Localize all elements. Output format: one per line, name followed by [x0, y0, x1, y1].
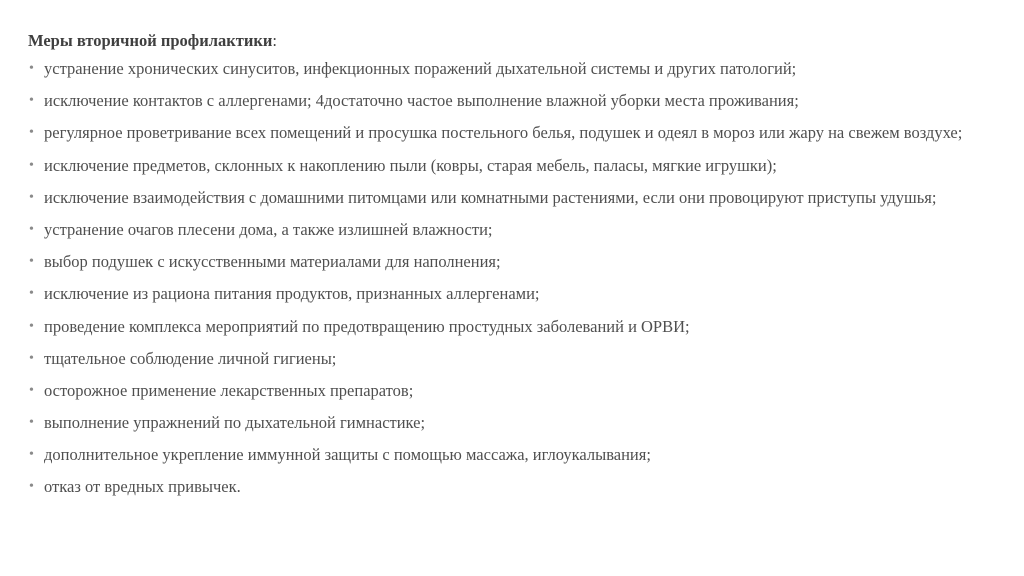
bullet-icon: • — [29, 93, 34, 109]
list-item — [28, 251, 964, 272]
bullet-icon: • — [29, 447, 34, 463]
bullet-icon: • — [29, 254, 34, 270]
bullet-icon: • — [29, 61, 34, 76]
bullet-icon: • — [29, 479, 34, 495]
list-item-text: устранение очагов плесени дома, а также излишней влажности; — [44, 219, 493, 239]
list-item — [28, 155, 964, 176]
list-item-text: выполнение упражнений по дыхательной гимнастике; — [44, 413, 426, 433]
list-item-text: исключение предметов, склонных к накоплению пыли (ковры, старая мебель, паласы, мягкие игрушки); — [44, 155, 777, 175]
bullet-icon: • — [29, 125, 34, 141]
list-item-text: исключение из рациона питания продуктов, признанных аллергенами; — [44, 284, 540, 304]
bullet-icon: • — [29, 221, 34, 237]
list-item — [28, 380, 964, 401]
bullet-icon: • — [29, 286, 34, 302]
list-item — [28, 476, 964, 497]
list-item-text: отказ от вредных привычек. — [44, 477, 241, 497]
list-item-text: исключение контактов с аллергенами; 4достаточно частое выполнение влажной уборки места проживания; — [44, 91, 799, 111]
heading-bold-text: Меры вторичной профилактики — [28, 31, 273, 50]
list-item-text: выбор подушек с искусственными материалами для наполнения; — [44, 252, 501, 272]
list-item — [28, 412, 964, 433]
list-item-text: устранение хронических синуситов, инфекционных поражений дыхательной системы и других патологий; — [44, 59, 797, 78]
list-item — [28, 219, 964, 240]
list-item — [28, 58, 964, 79]
list-item — [28, 283, 964, 304]
bullet-icon: • — [29, 318, 34, 334]
list-item-text: регулярное проветривание всех помещений и просушка постельного белья, подушек и одеял в мороз или жару на свежем воздухе; — [44, 123, 963, 143]
list-item — [28, 187, 964, 208]
bullet-icon: • — [29, 382, 34, 398]
list-item — [28, 444, 964, 465]
list-item-text: исключение взаимодействия с домашними питомцами или комнатными растениями, если они провоцируют приступы удушья; — [44, 187, 937, 207]
prevention-list — [28, 58, 964, 497]
slide-heading — [28, 30, 964, 52]
bullet-icon: • — [29, 157, 34, 173]
list-item — [28, 122, 964, 143]
list-item-text: дополнительное укрепление иммунной защиты с помощью массажа, иглоукалывания; — [44, 445, 651, 465]
list-item — [28, 348, 964, 369]
list-item — [28, 316, 964, 337]
list-item — [28, 90, 964, 111]
heading-suffix: : — [272, 31, 277, 50]
list-item-text: проведение комплекса мероприятий по предотвращению простудных заболеваний и ОРВИ; — [44, 316, 690, 336]
bullet-icon: • — [29, 350, 34, 366]
bullet-icon: • — [29, 189, 34, 205]
list-item-text: тщательное соблюдение личной гигиены; — [44, 348, 337, 368]
bullet-icon: • — [29, 415, 34, 431]
list-item-text: осторожное применение лекарственных препаратов; — [44, 380, 414, 400]
